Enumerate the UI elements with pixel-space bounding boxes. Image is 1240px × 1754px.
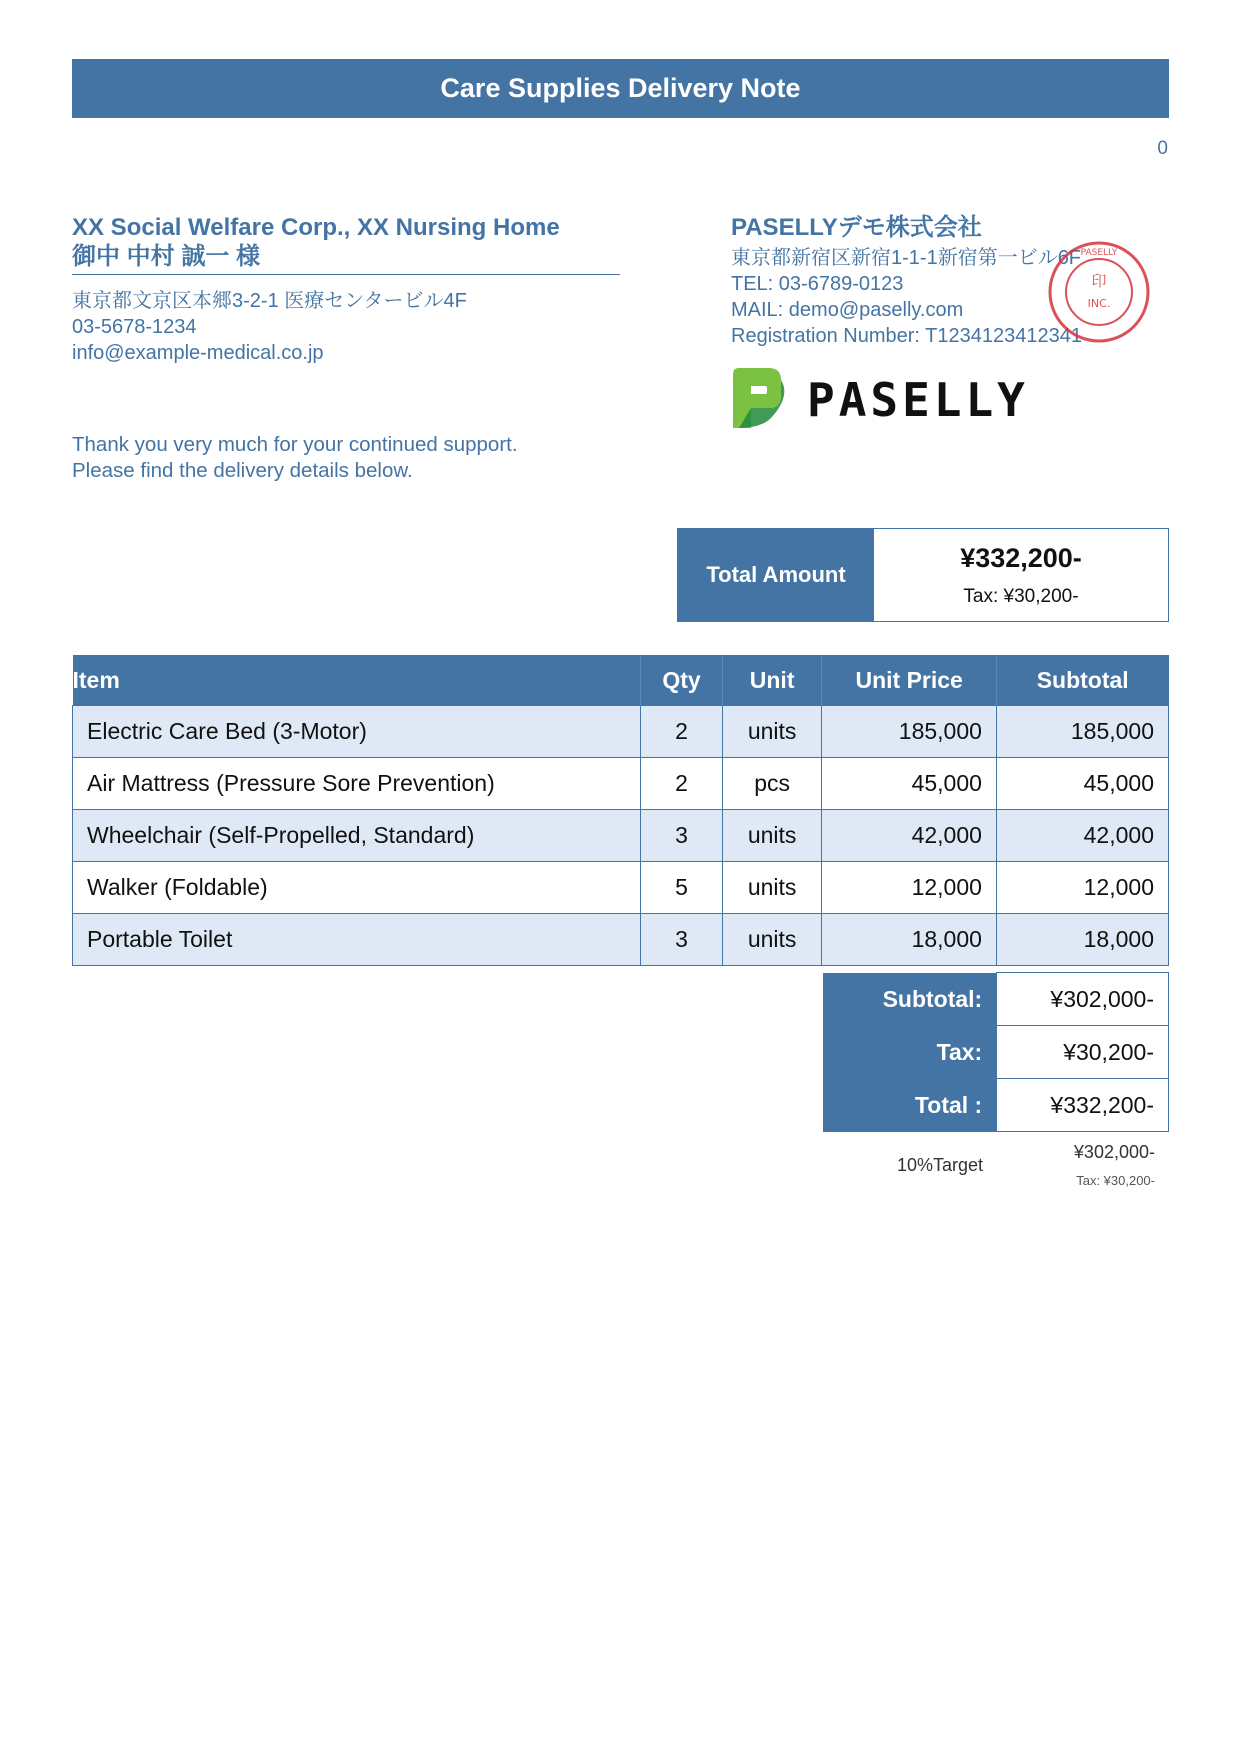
- cell-unit-price: 185,000: [822, 706, 997, 758]
- recipient-address: 東京都文京区本郷3-2-1 医療センタービル4F: [72, 290, 467, 312]
- sender-tel: TEL: 03-6789-0123: [731, 273, 904, 295]
- cell-unit: units: [722, 810, 822, 862]
- document-number: 0: [1157, 138, 1168, 159]
- svg-text:PASELLY: PASELLY: [1080, 248, 1118, 258]
- tax-breakdown-base: ¥302,000-: [1073, 1142, 1155, 1162]
- table-row: [73, 914, 1169, 966]
- summary-total-label: Total :: [823, 1079, 997, 1132]
- header-item: Item: [73, 655, 641, 706]
- summary-total-value: ¥332,200-: [997, 1079, 1169, 1132]
- summary-table: [823, 972, 1169, 1132]
- tax-breakdown-label: 10%Target: [896, 1155, 983, 1175]
- recipient-phone: 03-5678-1234: [72, 316, 197, 338]
- recipient-block: [72, 213, 620, 366]
- cell-item: Electric Care Bed (3-Motor): [73, 706, 641, 758]
- recipient-name-line1: XX Social Welfare Corp., XX Nursing Home: [72, 214, 560, 241]
- greeting-message: [72, 432, 518, 484]
- total-amount-value: ¥332,200-: [960, 543, 1082, 573]
- recipient-name-line2: 御中 中村 誠一 様: [72, 243, 261, 270]
- total-amount-label: Total Amount: [678, 529, 874, 621]
- cell-qty: 2: [641, 758, 723, 810]
- company-logo: [731, 366, 1061, 430]
- table-row: [73, 758, 1169, 810]
- cell-unit: pcs: [722, 758, 822, 810]
- sender-company: PASELLYデモ株式会社: [731, 214, 982, 241]
- sender-address: 東京都新宿区新宿1-1-1新宿第一ビル6F: [731, 247, 1082, 269]
- summary-tax-label: Tax:: [823, 1026, 997, 1079]
- cell-unit-price: 12,000: [822, 862, 997, 914]
- greeting-line1: Thank you very much for your continued support.: [72, 433, 518, 456]
- cell-unit: units: [722, 914, 822, 966]
- summary-subtotal-label: Subtotal:: [823, 973, 997, 1026]
- recipient-email: info@example-medical.co.jp: [72, 342, 324, 364]
- header-subtotal: Subtotal: [996, 655, 1168, 706]
- header-unit: Unit: [722, 655, 822, 706]
- cell-qty: 3: [641, 810, 723, 862]
- cell-unit: units: [722, 706, 822, 758]
- cell-subtotal: 185,000: [996, 706, 1168, 758]
- cell-item: Wheelchair (Self-Propelled, Standard): [73, 810, 641, 862]
- recipient-contact: [72, 288, 620, 366]
- items-table-header: [73, 655, 1169, 706]
- total-amount-box: [677, 528, 1169, 622]
- document-title-bar: [72, 59, 1169, 118]
- total-amount-tax: Tax: ¥30,200-: [963, 586, 1079, 607]
- cell-item: Portable Toilet: [73, 914, 641, 966]
- table-row: [73, 810, 1169, 862]
- cell-unit-price: 42,000: [822, 810, 997, 862]
- cell-qty: 5: [641, 862, 723, 914]
- cell-subtotal: 42,000: [996, 810, 1168, 862]
- sender-registration: Registration Number: T1234123412341: [731, 325, 1082, 347]
- table-row: [73, 862, 1169, 914]
- cell-subtotal: 18,000: [996, 914, 1168, 966]
- cell-qty: 2: [641, 706, 723, 758]
- recipient-name: [72, 213, 620, 275]
- summary-tax-row: [823, 1026, 1169, 1079]
- cell-subtotal: 45,000: [996, 758, 1168, 810]
- svg-text:印: 印: [1091, 272, 1107, 290]
- header-qty: Qty: [641, 655, 723, 706]
- cell-item: Air Mattress (Pressure Sore Prevention): [73, 758, 641, 810]
- summary-total-row: [823, 1079, 1169, 1132]
- cell-unit-price: 18,000: [822, 914, 997, 966]
- summary-tax-value: ¥30,200-: [997, 1026, 1169, 1079]
- table-row: [73, 706, 1169, 758]
- greeting-line2: Please find the delivery details below.: [72, 459, 413, 482]
- total-amount-value-cell: [874, 529, 1168, 621]
- tax-breakdown-tax: Tax: ¥30,200-: [1076, 1173, 1155, 1188]
- header-unit-price: Unit Price: [822, 655, 997, 706]
- items-table: [72, 655, 1169, 966]
- cell-item: Walker (Foldable): [73, 862, 641, 914]
- document-title: Care Supplies Delivery Note: [440, 73, 801, 103]
- cell-unit: units: [722, 862, 822, 914]
- summary-subtotal-row: [823, 973, 1169, 1026]
- svg-text:INC.: INC.: [1087, 297, 1111, 310]
- cell-unit-price: 45,000: [822, 758, 997, 810]
- cell-qty: 3: [641, 914, 723, 966]
- logo-wordmark: PASELLY: [807, 373, 1029, 427]
- summary-subtotal-value: ¥302,000-: [997, 973, 1169, 1026]
- sender-mail: MAIL: demo@paselly.com: [731, 299, 964, 321]
- cell-subtotal: 12,000: [996, 862, 1168, 914]
- company-seal-stamp: [1046, 239, 1152, 345]
